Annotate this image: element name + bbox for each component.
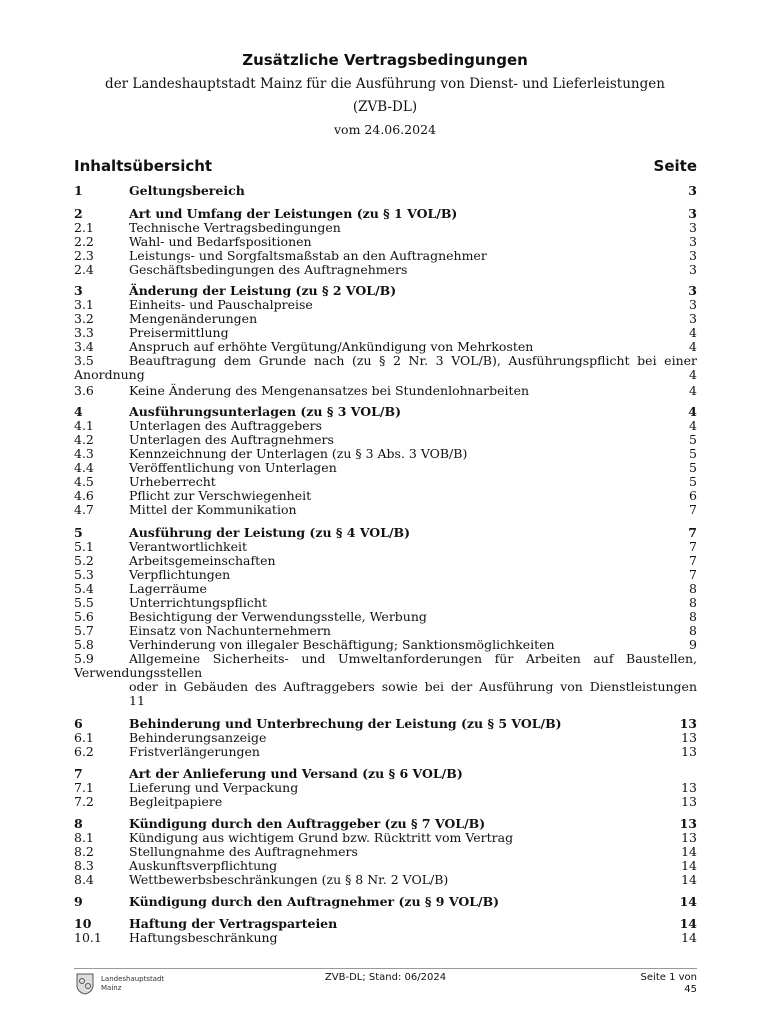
toc-subsection-row[interactable] <box>74 859 697 873</box>
toc-entry-page: 14 <box>681 872 697 887</box>
toc-entry-title: Auskunftsverpflichtung <box>129 858 278 873</box>
toc-entry-number: 6.1 <box>74 730 94 745</box>
toc-subsection-row[interactable] <box>74 582 697 596</box>
toc-entry-number: 4.7 <box>74 502 94 517</box>
toc-entry-continuation <box>74 680 697 694</box>
toc-subsection-row[interactable] <box>74 596 697 610</box>
toc-entry-number: 4.3 <box>74 446 94 461</box>
toc-subsection-row[interactable] <box>74 745 697 759</box>
toc-subsection-row[interactable] <box>74 326 697 340</box>
toc-entry-title: Einsatz von Nachunternehmern <box>129 623 331 638</box>
toc-entry-page: 7 <box>689 553 697 568</box>
toc-entry-number: 3.2 <box>74 311 94 326</box>
toc-entry-page: 4 <box>688 404 697 419</box>
footer-page-number: Seite 1 von 45 <box>640 972 697 995</box>
toc-entry-title: Technische Vertragsbedingungen <box>129 220 341 235</box>
toc-section-row[interactable] <box>74 717 697 731</box>
toc-entry-page: 14 <box>679 916 697 931</box>
table-of-contents <box>74 0 697 1024</box>
toc-entry-title: Lieferung und Verpackung <box>129 780 299 795</box>
toc-entry-continuation <box>74 694 697 708</box>
toc-entry-page: 13 <box>679 816 697 831</box>
toc-entry-page: 13 <box>679 716 697 731</box>
toc-entry-number: 3.3 <box>74 325 94 340</box>
toc-entry-page: 4 <box>689 418 697 433</box>
toc-section-row[interactable] <box>74 917 697 931</box>
toc-entry-page: 3 <box>688 206 697 221</box>
toc-entry-title: Haftungsbeschränkung <box>129 930 278 945</box>
toc-entry-number: 4.2 <box>74 432 94 447</box>
toc-entry-continuation <box>74 666 697 680</box>
toc-entry-page: 4 <box>689 383 697 398</box>
toc-entry-number: 5.2 <box>74 553 94 568</box>
toc-entry-page: 3 <box>689 220 697 235</box>
toc-entry-page: 13 <box>681 794 697 809</box>
toc-entry-title: Behinderungsanzeige <box>129 730 267 745</box>
toc-entry-page: 5 <box>689 460 697 475</box>
document-date: vom 24.06.2024 <box>334 122 436 137</box>
toc-entry-number: 2.4 <box>74 262 94 277</box>
toc-entry-number: 5.1 <box>74 539 94 554</box>
toc-entry-title: Geltungsbereich <box>129 183 245 198</box>
toc-entry-title: Verhinderung von illegaler Beschäftigung; Sanktionsmöglichkeiten <box>129 637 555 652</box>
toc-subsection-row[interactable] <box>74 221 697 235</box>
toc-entry-page: 5 <box>689 474 697 489</box>
toc-entry-title: Unterlagen des Auftragnehmers <box>129 432 334 447</box>
toc-section-row[interactable] <box>74 526 697 540</box>
toc-entry-number: 9 <box>74 894 83 909</box>
toc-entry-title-continued: oder in Gebäuden des Auftraggebers sowie bei der Ausführung von Dienstleistungen <box>129 679 697 694</box>
toc-subsection-row[interactable] <box>74 540 697 554</box>
toc-entry-title: Mengenänderungen <box>129 311 258 326</box>
toc-entry-title: Behinderung und Unterbrechung der Leistung (zu § 5 VOL/B) <box>129 716 562 731</box>
toc-entry-title: Ausführungsunterlagen (zu § 3 VOL/B) <box>129 404 401 419</box>
toc-entry-page: 14 <box>681 858 697 873</box>
toc-subsection-row[interactable] <box>74 312 697 326</box>
toc-subsection-row[interactable] <box>74 845 697 859</box>
toc-entry-title: Beauftragung dem Grunde nach (zu § 2 Nr. 3 VOL/B), Ausführungspflicht bei einer <box>129 353 697 368</box>
toc-entry-number: 2.1 <box>74 220 94 235</box>
toc-subsection-row[interactable] <box>74 795 697 809</box>
toc-entry-page: 14 <box>681 844 697 859</box>
toc-entry-number: 7.2 <box>74 794 94 809</box>
toc-entry-page: 3 <box>688 283 697 298</box>
toc-entry-number: 4.5 <box>74 474 94 489</box>
toc-entry-number: 3.5 <box>74 353 94 368</box>
toc-entry-page: 9 <box>689 637 697 652</box>
toc-entry-page: 7 <box>689 539 697 554</box>
toc-entry-title: Einheits- und Pauschalpreise <box>129 297 313 312</box>
toc-entry-page: 13 <box>681 830 697 845</box>
toc-entry-title: Mittel der Kommunikation <box>129 502 297 517</box>
toc-subsection-row[interactable] <box>74 781 697 795</box>
toc-subsection-row[interactable] <box>74 652 697 666</box>
toc-entry-title: Verpflichtungen <box>129 567 231 582</box>
toc-entry-page: 3 <box>688 183 697 198</box>
toc-page-heading: Seite <box>653 157 697 175</box>
toc-subsection-row[interactable] <box>74 263 697 277</box>
toc-entry-continuation <box>74 368 697 382</box>
toc-subsection-row[interactable] <box>74 873 697 887</box>
toc-entry-number: 1 <box>74 183 83 198</box>
toc-entry-number: 6 <box>74 716 83 731</box>
toc-entry-page: 13 <box>681 780 697 795</box>
toc-section-row[interactable] <box>74 895 697 909</box>
toc-entry-title: Preisermittlung <box>129 325 229 340</box>
document-title: Zusätzliche Vertragsbedingungen <box>242 51 528 69</box>
toc-subsection-row[interactable] <box>74 447 697 461</box>
toc-entry-title: Besichtigung der Verwendungsstelle, Werbung <box>129 609 427 624</box>
toc-entry-number: 2.2 <box>74 234 94 249</box>
toc-entry-page: 11 <box>129 693 145 708</box>
toc-entry-page: 8 <box>689 609 697 624</box>
toc-subsection-row[interactable] <box>74 340 697 354</box>
toc-entry-number: 10 <box>74 916 92 931</box>
toc-entry-page: 7 <box>689 567 697 582</box>
toc-entry-title-continued: Verwendungsstellen <box>74 665 203 680</box>
toc-section-row[interactable] <box>74 817 697 831</box>
toc-entry-title: Ausführung der Leistung (zu § 4 VOL/B) <box>129 525 411 540</box>
toc-subsection-row[interactable] <box>74 298 697 312</box>
toc-subsection-row[interactable] <box>74 384 697 398</box>
toc-entry-number: 7 <box>74 766 83 781</box>
toc-entry-page: 3 <box>689 248 697 263</box>
toc-entry-number: 5.3 <box>74 567 94 582</box>
toc-entry-title: Kündigung aus wichtigem Grund bzw. Rücktritt vom Vertrag <box>129 830 514 845</box>
toc-subsection-row[interactable] <box>74 433 697 447</box>
toc-entry-title: Art der Anlieferung und Versand (zu § 6 VOL/B) <box>129 766 463 781</box>
toc-entry-title: Kündigung durch den Auftragnehmer (zu § 9 VOL/B) <box>129 894 500 909</box>
toc-entry-page: 4 <box>689 339 697 354</box>
toc-subsection-row[interactable] <box>74 610 697 624</box>
logo-text: Landeshauptstadt Mainz <box>101 975 165 992</box>
toc-entry-title: Wettbewerbsbeschränkungen (zu § 8 Nr. 2 VOL/B) <box>129 872 449 887</box>
toc-entry-title: Unterlagen des Auftraggebers <box>129 418 322 433</box>
toc-entry-number: 7.1 <box>74 780 94 795</box>
toc-entry-page: 6 <box>689 488 697 503</box>
toc-entry-title: Leistungs- und Sorgfaltsmaßstab an den Auftragnehmer <box>129 248 487 263</box>
toc-entry-title: Haftung der Vertragsparteien <box>129 916 338 931</box>
toc-entry-number: 5.6 <box>74 609 94 624</box>
toc-subsection-row[interactable] <box>74 354 697 368</box>
toc-subsection-row[interactable] <box>74 503 697 517</box>
toc-entry-title: Keine Änderung des Mengenansatzes bei Stundenlohnarbeiten <box>129 383 530 398</box>
toc-section-row[interactable] <box>74 207 697 221</box>
toc-entry-page: 13 <box>681 744 697 759</box>
footer-version: ZVB-DL; Stand: 06/2024 <box>324 972 447 983</box>
toc-heading: Inhaltsübersicht <box>74 157 213 175</box>
toc-entry-title: Verantwortlichkeit <box>129 539 248 554</box>
toc-subsection-row[interactable] <box>74 931 697 945</box>
toc-entry-page: 3 <box>689 262 697 277</box>
toc-section-row[interactable] <box>74 767 697 781</box>
toc-entry-number: 8.4 <box>74 872 94 887</box>
toc-entry-title: Änderung der Leistung (zu § 2 VOL/B) <box>129 283 397 298</box>
toc-entry-number: 3.6 <box>74 383 94 398</box>
toc-subsection-row[interactable] <box>74 475 697 489</box>
toc-entry-page: 8 <box>689 581 697 596</box>
toc-entry-page: 3 <box>689 234 697 249</box>
toc-entry-page: 5 <box>689 432 697 447</box>
toc-entry-title: Wahl- und Bedarfspositionen <box>129 234 312 249</box>
toc-entry-title: Fristverlängerungen <box>129 744 260 759</box>
toc-entry-number: 6.2 <box>74 744 94 759</box>
toc-entry-number: 8 <box>74 816 83 831</box>
document-abbreviation: (ZVB-DL) <box>352 99 418 115</box>
toc-entry-title: Kennzeichnung der Unterlagen (zu § 3 Abs. 3 VOB/B) <box>129 446 468 461</box>
toc-entry-title: Geschäftsbedingungen des Auftragnehmers <box>129 262 408 277</box>
toc-entry-title-continued: Anordnung <box>74 367 145 382</box>
toc-entry-title: Unterrichtungspflicht <box>129 595 267 610</box>
toc-subsection-row[interactable] <box>74 624 697 638</box>
toc-subsection-row[interactable] <box>74 554 697 568</box>
toc-subsection-row[interactable] <box>74 461 697 475</box>
toc-entry-number: 5 <box>74 525 83 540</box>
toc-entry-number: 5.9 <box>74 651 94 666</box>
toc-entry-number: 8.2 <box>74 844 94 859</box>
toc-entry-page: 7 <box>689 502 697 517</box>
toc-entry-number: 3 <box>74 283 83 298</box>
toc-subsection-row[interactable] <box>74 419 697 433</box>
toc-entry-number: 3.1 <box>74 297 94 312</box>
toc-subsection-row[interactable] <box>74 249 697 263</box>
toc-subsection-row[interactable] <box>74 638 697 652</box>
toc-entry-page: 14 <box>681 930 697 945</box>
toc-subsection-row[interactable] <box>74 489 697 503</box>
toc-entry-page: 8 <box>689 623 697 638</box>
toc-entry-title: Pflicht zur Verschwiegenheit <box>129 488 312 503</box>
toc-entry-page: 13 <box>681 730 697 745</box>
toc-section-row[interactable] <box>74 184 697 198</box>
toc-entry-page: 4 <box>689 367 697 382</box>
toc-entry-number: 4.1 <box>74 418 94 433</box>
toc-entry-page: 5 <box>689 446 697 461</box>
toc-entry-number: 5.8 <box>74 637 94 652</box>
toc-entry-title: Anspruch auf erhöhte Vergütung/Ankündigung von Mehrkosten <box>129 339 534 354</box>
toc-entry-title: Kündigung durch den Auftraggeber (zu § 7 VOL/B) <box>129 816 486 831</box>
toc-entry-title: Veröffentlichung von Unterlagen <box>129 460 337 475</box>
toc-entry-number: 2 <box>74 206 83 221</box>
toc-entry-page: 8 <box>689 595 697 610</box>
toc-entry-page: 3 <box>689 311 697 326</box>
toc-entry-page: 3 <box>689 297 697 312</box>
toc-entry-number: 5.4 <box>74 581 94 596</box>
toc-subsection-row[interactable] <box>74 235 697 249</box>
toc-entry-number: 2.3 <box>74 248 94 263</box>
toc-entry-title: Stellungnahme des Auftragnehmers <box>129 844 358 859</box>
document-subtitle: der Landeshauptstadt Mainz für die Ausführung von Dienst- und Lieferleistungen <box>105 76 665 92</box>
toc-entry-page: 7 <box>688 525 697 540</box>
toc-entry-title: Lagerräume <box>129 581 207 596</box>
toc-entry-number: 4.4 <box>74 460 94 475</box>
toc-entry-title: Begleitpapiere <box>129 794 223 809</box>
toc-entry-title: Allgemeine Sicherheits- und Umweltanforderungen für Arbeiten auf Baustellen, <box>129 651 697 666</box>
toc-entry-number: 4 <box>74 404 83 419</box>
toc-entry-title: Art und Umfang der Leistungen (zu § 1 VOL/B) <box>129 206 458 221</box>
toc-subsection-row[interactable] <box>74 568 697 582</box>
toc-subsection-row[interactable] <box>74 731 697 745</box>
toc-entry-page: 14 <box>679 894 697 909</box>
toc-entry-number: 5.5 <box>74 595 94 610</box>
page-footer <box>74 968 697 999</box>
toc-entry-number: 3.4 <box>74 339 94 354</box>
toc-section-row[interactable] <box>74 284 697 298</box>
toc-entry-number: 10.1 <box>74 930 102 945</box>
toc-entry-number: 8.1 <box>74 830 94 845</box>
toc-entry-number: 5.7 <box>74 623 94 638</box>
toc-subsection-row[interactable] <box>74 831 697 845</box>
toc-entry-page: 4 <box>689 325 697 340</box>
toc-entry-title: Urheberrecht <box>129 474 216 489</box>
toc-entry-number: 8.3 <box>74 858 94 873</box>
toc-section-row[interactable] <box>74 405 697 419</box>
toc-entry-title: Arbeitsgemeinschaften <box>129 553 276 568</box>
toc-entry-number: 4.6 <box>74 488 94 503</box>
